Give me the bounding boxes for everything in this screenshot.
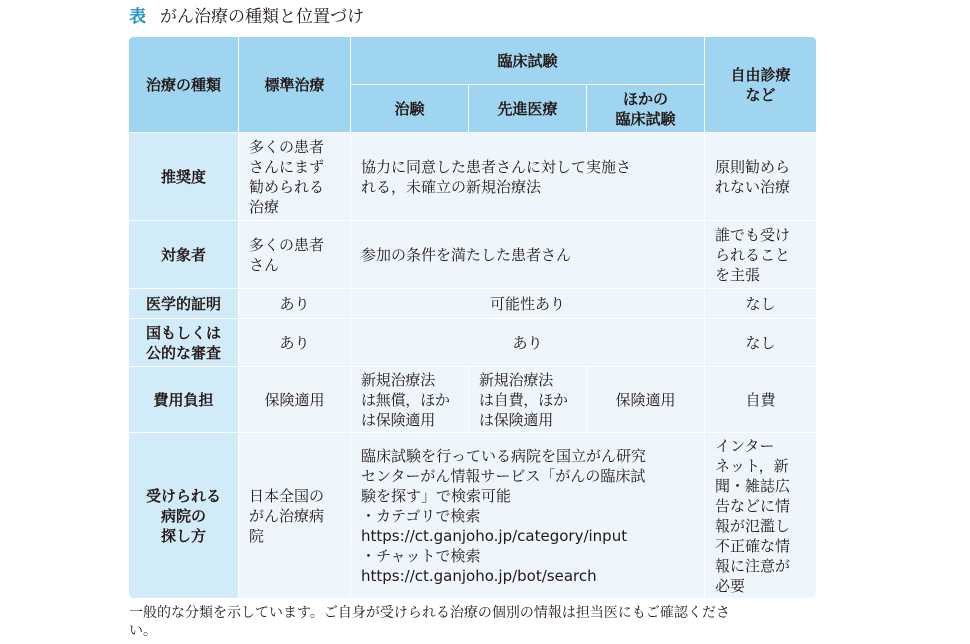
row-label-recommendation: 推奨度 xyxy=(129,133,239,221)
treatment-table xyxy=(128,36,817,599)
table-title xyxy=(129,6,364,28)
row-label-find: 受けられる 病院の 探し方 xyxy=(129,433,239,599)
header-free-care: 自由診療 など xyxy=(705,37,817,133)
header-treatment-type: 治療の種類 xyxy=(129,37,239,133)
target-free: 誰でも受け られること を主張 xyxy=(705,221,817,289)
header-clinical-trial: 臨床試験 xyxy=(351,37,705,85)
evidence-clinical: 可能性あり xyxy=(351,289,705,319)
table-label: 表 xyxy=(129,7,146,27)
target-clinical: 参加の条件を満たした患者さん xyxy=(351,221,705,289)
header-chiken: 治験 xyxy=(351,85,469,133)
recommendation-clinical: 協力に同意した患者さんに対して実施さ れる，未確立の新規治療法 xyxy=(351,133,705,221)
review-standard: あり xyxy=(239,319,351,367)
header-advanced-medicine: 先進医療 xyxy=(469,85,587,133)
footnote: 一般的な分類を示しています。ご自身が受けられる治療の個別の情報は担当医にもご確認くださ い。 xyxy=(129,605,730,639)
cost-other-trial: 保険適用 xyxy=(587,367,705,433)
header-other-trial: ほかの 臨床試験 xyxy=(587,85,705,133)
cost-standard: 保険適用 xyxy=(239,367,351,433)
row-label-cost: 費用負担 xyxy=(129,367,239,433)
find-clinical: 臨床試験を行っている病院を国立がん研究 センターがん情報サービス「がんの臨床試 験を探す」で検索可能 ・カテゴリで検索 https://ct.ganjoho.jp/category/input ・チャットで検索 https://ct.ganjoho.jp/bot/search xyxy=(351,433,705,599)
review-free: なし xyxy=(705,319,817,367)
find-free: インター ネット，新 聞・雑誌広 告などに情 報が氾濫し 不正確な情 報に注意が 必要 xyxy=(705,433,817,599)
target-standard: 多くの患者 さん xyxy=(239,221,351,289)
row-label-evidence: 医学的証明 xyxy=(129,289,239,319)
table-title-text: がん治療の種類と位置づけ xyxy=(160,7,364,27)
cost-free: 自費 xyxy=(705,367,817,433)
find-standard: 日本全国の がん治療病 院 xyxy=(239,433,351,599)
cost-advanced: 新規治療法 は自費，ほか は保険適用 xyxy=(469,367,587,433)
evidence-free: なし xyxy=(705,289,817,319)
row-label-target: 対象者 xyxy=(129,221,239,289)
cost-chiken: 新規治療法 は無償，ほか は保険適用 xyxy=(351,367,469,433)
header-standard-treatment: 標準治療 xyxy=(239,37,351,133)
recommendation-standard: 多くの患者 さんにまず 勧められる 治療 xyxy=(239,133,351,221)
review-clinical: あり xyxy=(351,319,705,367)
evidence-standard: あり xyxy=(239,289,351,319)
recommendation-free: 原則勧めら れない治療 xyxy=(705,133,817,221)
row-label-review: 国もしくは 公的な審査 xyxy=(129,319,239,367)
